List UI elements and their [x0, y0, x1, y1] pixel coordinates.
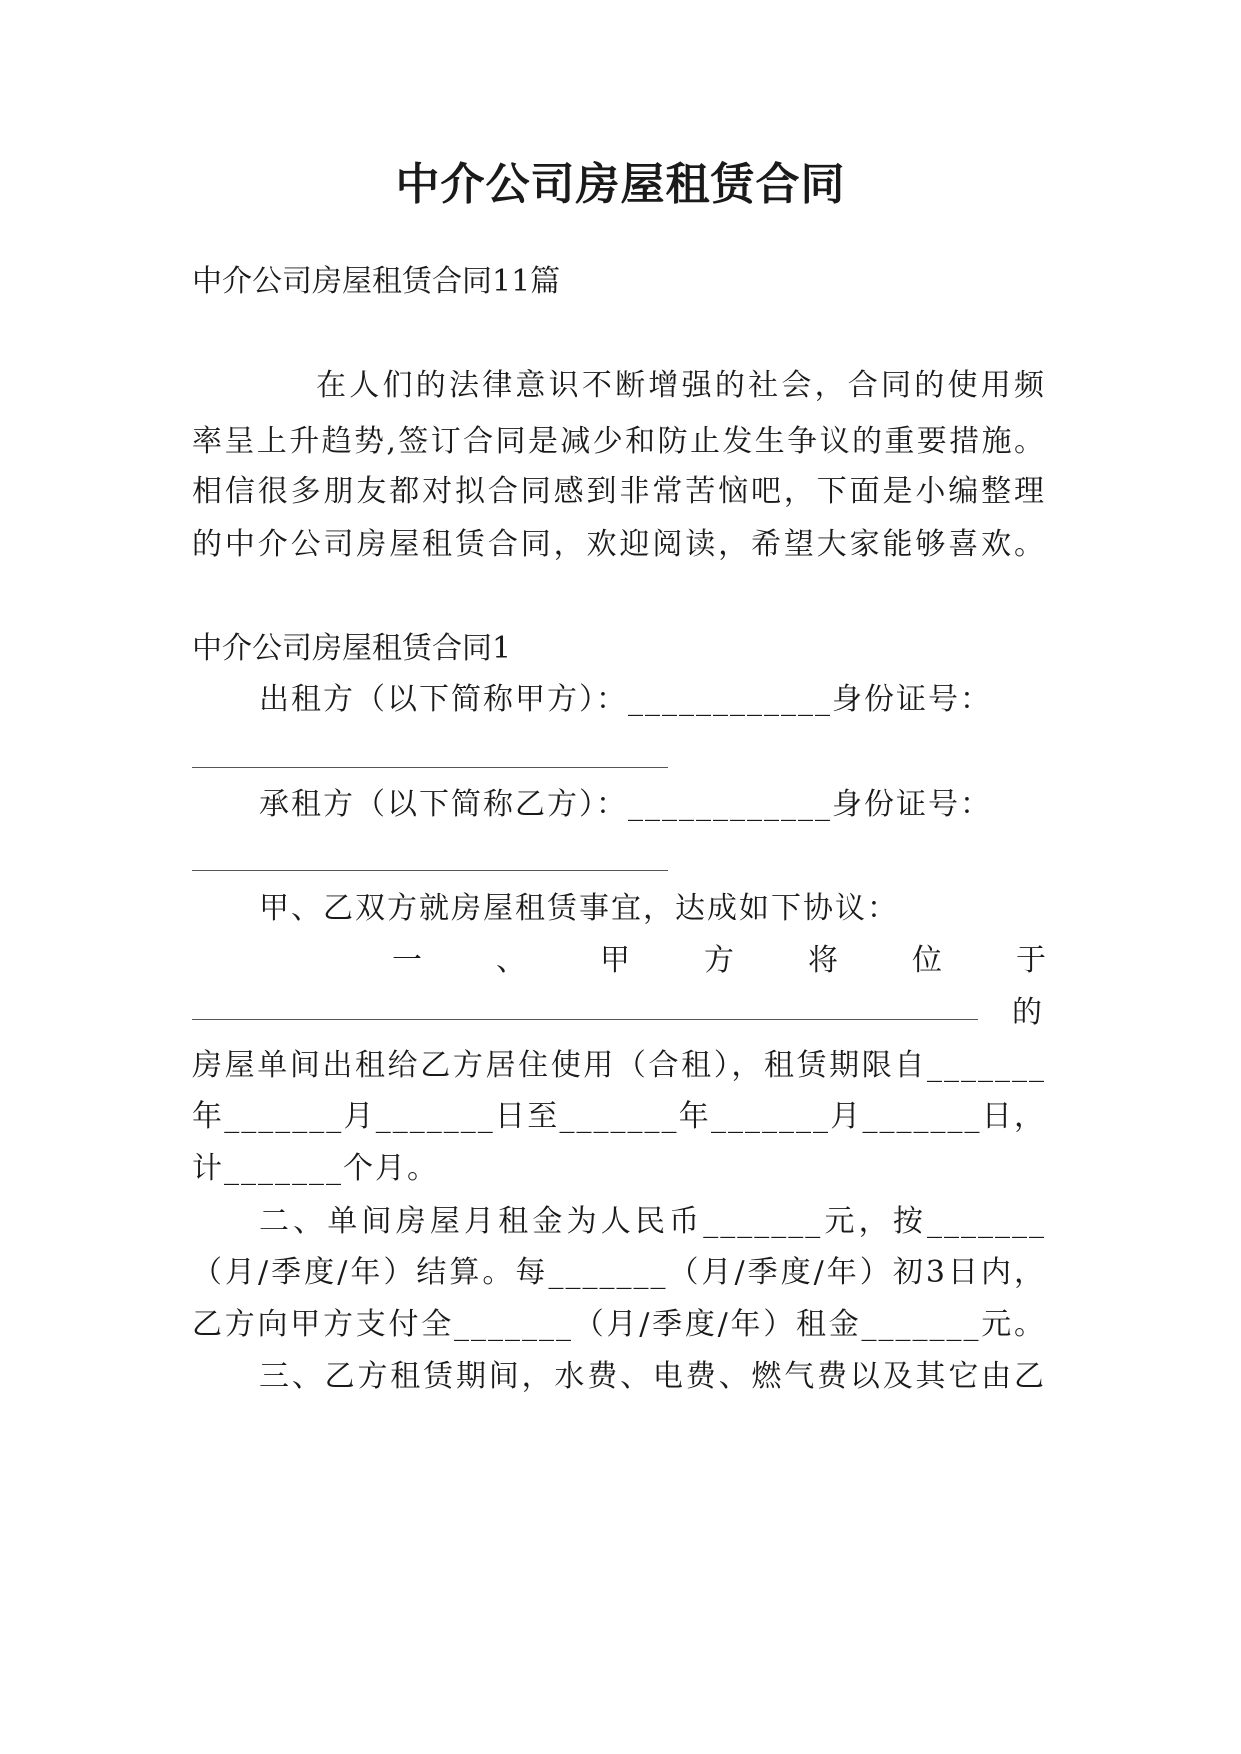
clause1-char: 甲 [600, 943, 630, 978]
lessee-id-blank [192, 870, 668, 871]
clause1-line4: 年_______月_______日至_______年_______月_______日， [192, 1099, 1046, 1134]
clause1-char: 位 [912, 943, 942, 978]
clause1-line2-tail: 的 [1012, 995, 1042, 1030]
clause1-char: 于 [1016, 943, 1046, 978]
intro-line-4: 的中介公司房屋租赁合同，欢迎阅读，希望大家能够喜欢。 [192, 527, 1046, 562]
lessee-line: 承租方（以下简称乙方）：____________身份证号： [259, 787, 992, 822]
property-address-blank [192, 1019, 978, 1020]
document-subtitle: 中介公司房屋租赁合同11篇 [192, 264, 561, 299]
lessor-id-blank [192, 767, 668, 768]
document-title: 中介公司房屋租赁合同 [395, 159, 846, 210]
intro-line-3: 相信很多朋友都对拟合同感到非常苦恼吧，下面是小编整理 [192, 474, 1046, 509]
lessor-line: 出租方（以下简称甲方）：____________身份证号： [259, 682, 992, 717]
intro-line-1: 在人们的法律意识不断增强的社会，合同的使用频 [316, 368, 1046, 403]
clause1-char: 、 [496, 943, 526, 978]
clause1-char: 方 [704, 943, 734, 978]
clause2-line3: 乙方向甲方支付全_______（月/季度/年）租金_______元。 [192, 1307, 1046, 1342]
clause1-line1 [392, 932, 1046, 990]
clause1-char: 将 [808, 943, 838, 978]
agreement-line: 甲、乙双方就房屋租赁事宜，达成如下协议： [259, 891, 899, 926]
clause1-line3: 房屋单间出租给乙方居住使用（合租），租赁期限自_______ [192, 1048, 1046, 1083]
clause1-line5: 计_______个月。 [192, 1151, 439, 1186]
clause1-char: 一 [392, 943, 422, 978]
section-heading: 中介公司房屋租赁合同1 [192, 631, 512, 666]
intro-line-2: 率呈上升趋势,签订合同是减少和防止发生争议的重要措施。 [192, 424, 1046, 459]
clause3-line1: 三、乙方租赁期间，水费、电费、燃气费以及其它由乙 [259, 1359, 1046, 1394]
clause2-line1: 二、单间房屋月租金为人民币_______元，按_______ [259, 1204, 1046, 1239]
clause2-line2: （月/季度/年）结算。每_______（月/季度/年）初3日内， [192, 1255, 1046, 1290]
